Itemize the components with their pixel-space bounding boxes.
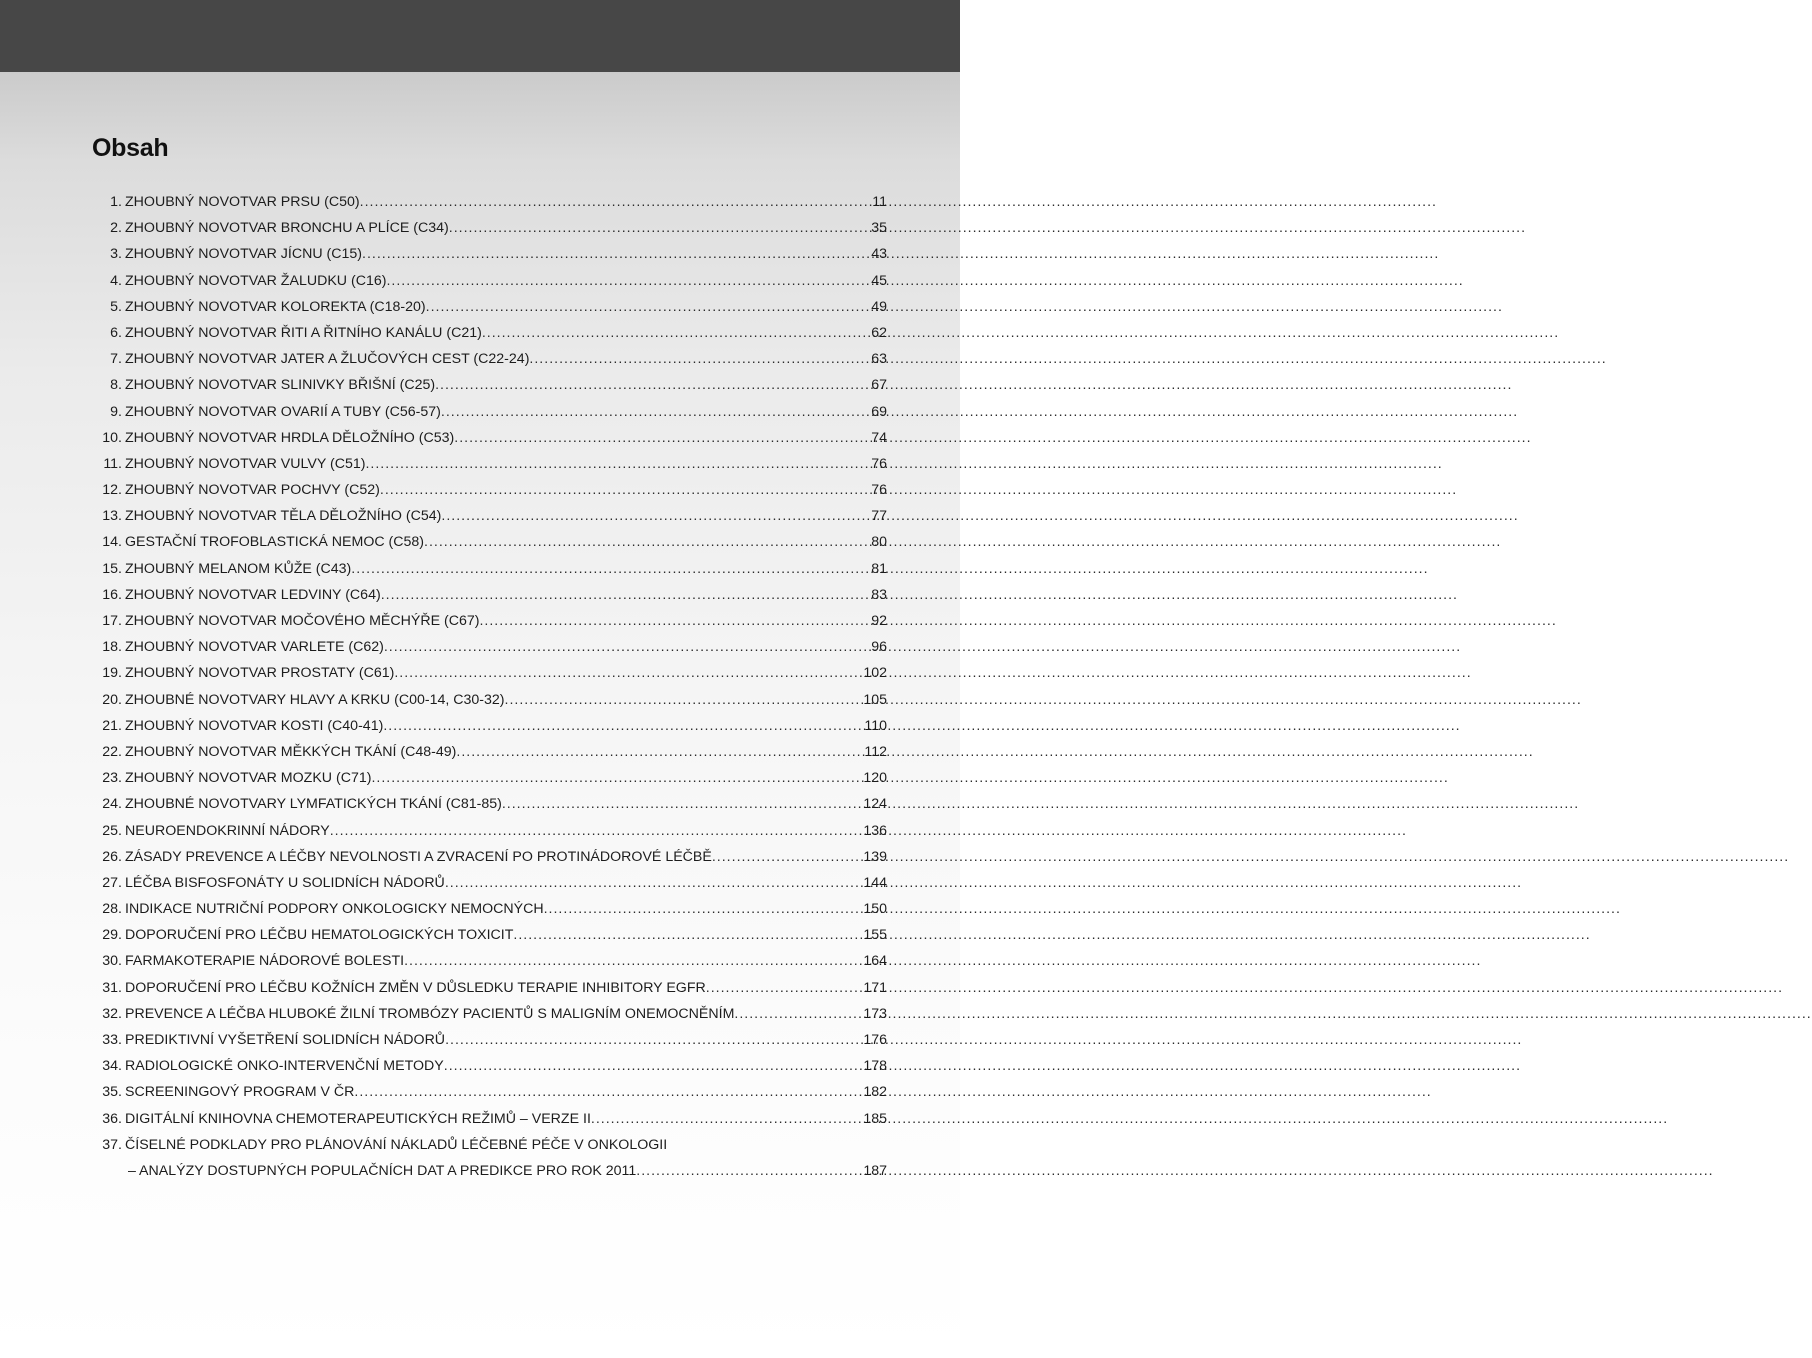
- toc-entry-page: 102: [863, 665, 887, 682]
- toc-leader-dots: [384, 634, 868, 660]
- toc-entry-page: 43: [871, 246, 887, 263]
- toc-entry-number: 31.: [102, 979, 122, 996]
- toc-entry-page: 76: [871, 455, 887, 472]
- toc-entry-page: 178: [863, 1058, 887, 1075]
- toc-leader-dots: [591, 1106, 860, 1132]
- toc-entry-title: ZHOUBNÉ NOVOTVARY HLAVY A KRKU (C00-14, C30-32): [125, 691, 505, 708]
- toc-entry-title: ZHOUBNÝ NOVOTVAR ŽALUDKU (C16): [125, 272, 387, 289]
- toc-entry-page: 171: [863, 979, 887, 996]
- toc-entry-title: ZHOUBNÝ NOVOTVAR HRDLA DĚLOŽNÍHO (C53): [125, 429, 455, 446]
- toc-entry[interactable]: [92, 1106, 887, 1132]
- toc-entry[interactable]: [92, 608, 887, 634]
- toc-entry-page: 76: [871, 482, 887, 499]
- toc-entry-number: 7.: [110, 351, 122, 368]
- toc-entry-page: 139: [863, 848, 887, 865]
- toc-entry[interactable]: [92, 1053, 887, 1079]
- toc-entry-number: 12.: [102, 482, 122, 499]
- toc-leader-dots: [445, 1027, 860, 1053]
- toc-entry-number: 4.: [110, 272, 122, 289]
- toc-entry-page: 173: [863, 1005, 887, 1022]
- toc-entry-number: 10.: [102, 429, 122, 446]
- toc-entry-page: 110: [864, 717, 887, 734]
- toc-leader-dots: [479, 608, 868, 634]
- toc-entry-number: 3.: [110, 246, 122, 263]
- toc-leader-dots: [734, 1001, 860, 1027]
- toc-entry-title: GESTAČNÍ TROFOBLASTICKÁ NEMOC (C58): [125, 534, 425, 551]
- table-of-contents: [92, 189, 887, 1184]
- toc-entry-page: 155: [863, 927, 887, 944]
- toc-entry-number: 35.: [102, 1084, 122, 1101]
- toc-leader-dots: [454, 425, 868, 451]
- toc-entry-title: PREVENCE A LÉČBA HLUBOKÉ ŽILNÍ TROMBÓZY PACIENTŮ S MALIGNÍM ONEMOCNĚNÍM: [125, 1005, 735, 1022]
- toc-entry-title: ZHOUBNÝ NOVOTVAR OVARIÍ A TUBY (C56-57): [125, 403, 441, 420]
- toc-leader-dots: [444, 1053, 861, 1079]
- toc-entry-title: ZHOUBNÉ NOVOTVARY LYMFATICKÝCH TKÁNÍ (C81-85): [125, 796, 502, 813]
- toc-entry-title: ZHOUBNÝ NOVOTVAR MOČOVÉHO MĚCHÝŘE (C67): [125, 613, 480, 629]
- toc-entry-title: PREDIKTIVNÍ VYŠETŘENÍ SOLIDNÍCH NÁDORŮ: [125, 1032, 446, 1048]
- toc-entry[interactable]: [92, 294, 887, 320]
- toc-leader-dots: [513, 922, 860, 948]
- toc-entry-number: 26.: [102, 848, 122, 865]
- toc-entry-page: 120: [863, 770, 887, 787]
- toc-entry[interactable]: [92, 1001, 887, 1027]
- toc-entry[interactable]: [92, 503, 887, 529]
- toc-entry-title: DOPORUČENÍ PRO LÉČBU HEMATOLOGICKÝCH TOXICIT: [125, 927, 514, 944]
- toc-entry[interactable]: [92, 713, 887, 739]
- toc-entry[interactable]: [92, 425, 887, 451]
- toc-leader-dots: [330, 818, 861, 844]
- toc-entry[interactable]: [92, 1079, 887, 1105]
- toc-entry-title: NEUROENDOKRINNÍ NÁDORY: [125, 822, 330, 839]
- toc-leader-dots: [449, 215, 868, 241]
- toc-entry-title: ZHOUBNÝ NOVOTVAR BRONCHU A PLÍCE (C34): [125, 220, 449, 237]
- toc-entry[interactable]: [92, 634, 887, 660]
- toc-leader-dots: [456, 739, 861, 765]
- toc-entry-number: 11.: [103, 455, 122, 472]
- toc-entry-page: 187: [863, 1162, 887, 1179]
- toc-entry[interactable]: [92, 687, 887, 713]
- toc-entry-number: 29.: [102, 927, 122, 944]
- toc-entry[interactable]: [92, 529, 887, 555]
- toc-leader-dots: [380, 477, 868, 503]
- toc-entry-number: 33.: [102, 1032, 122, 1048]
- toc-entry-number: 18.: [102, 639, 122, 656]
- toc-entry-title: ZHOUBNÝ NOVOTVAR MĚKKÝCH TKÁNÍ (C48-49): [125, 743, 457, 760]
- toc-entry-title: INDIKACE NUTRIČNÍ PODPORY ONKOLOGICKY NEMOCNÝCH: [125, 901, 544, 918]
- toc-entry-title: SCREENINGOVÝ PROGRAM V ČR: [125, 1084, 355, 1101]
- header-band: [0, 0, 960, 72]
- toc-entry-number: 20.: [102, 691, 122, 708]
- toc-entry[interactable]: [92, 241, 887, 267]
- toc-entry[interactable]: [92, 922, 887, 948]
- toc-entry-page: 164: [863, 953, 887, 970]
- toc-entry-number: 1.: [110, 194, 122, 210]
- toc-entry-number: 2.: [110, 220, 122, 237]
- toc-entry-page: 67: [871, 377, 887, 394]
- toc-leader-dots: [394, 660, 860, 686]
- toc-leader-dots: [386, 268, 868, 294]
- page-title: Obsah: [92, 134, 169, 162]
- toc-entry[interactable]: [92, 1027, 887, 1053]
- toc-entry-title: ZHOUBNÝ NOVOTVAR JÍCNU (C15): [125, 246, 363, 263]
- toc-entry-title: ZHOUBNÝ NOVOTVAR PROSTATY (C61): [125, 665, 395, 682]
- toc-entry-page: 96: [871, 639, 887, 656]
- toc-entry-37[interactable]: [92, 1132, 887, 1184]
- toc-leader-dots: [381, 582, 869, 608]
- toc-entry[interactable]: [92, 556, 887, 582]
- toc-entry-number: 13.: [102, 508, 122, 525]
- toc-leader-dots: [482, 320, 868, 346]
- toc-entry[interactable]: [92, 739, 887, 765]
- toc-leader-dots: [712, 844, 860, 870]
- toc-entry-page: 80: [871, 534, 887, 551]
- toc-entry[interactable]: [92, 660, 887, 686]
- toc-entry-title: DIGITÁLNÍ KNIHOVNA CHEMOTERAPEUTICKÝCH REŽIMŮ – VERZE II: [125, 1110, 591, 1127]
- toc-entry-page: 62: [871, 324, 887, 341]
- toc-entry-number: 19.: [102, 665, 122, 682]
- toc-leader-dots: [371, 765, 860, 791]
- toc-entry-number: 17.: [102, 613, 122, 629]
- toc-entry-page: 63: [871, 351, 887, 368]
- toc-entry-number: 22.: [102, 743, 122, 760]
- toc-entry-number: 14.: [102, 534, 122, 551]
- toc-leader-dots: [351, 556, 868, 582]
- toc-entry-number: 32.: [102, 1005, 122, 1022]
- toc-entry-page: 144: [863, 874, 887, 891]
- toc-entry-page: 176: [863, 1032, 887, 1048]
- toc-entry[interactable]: [92, 451, 887, 477]
- toc-entry-title: ZHOUBNÝ MELANOM KŮŽE (C43): [125, 560, 352, 577]
- toc-entry-page: 49: [871, 298, 887, 315]
- toc-leader-dots: [362, 241, 868, 267]
- toc-leader-dots: [502, 791, 860, 817]
- toc-entry-page: 69: [871, 403, 887, 420]
- toc-entry[interactable]: [92, 320, 887, 346]
- toc-entry[interactable]: [92, 948, 887, 974]
- toc-entry-page: 45: [871, 272, 887, 289]
- toc-entry-title: ZÁSADY PREVENCE A LÉČBY NEVOLNOSTI A ZVRACENÍ PO PROTINÁDOROVÉ LÉČBĚ: [125, 848, 712, 865]
- toc-leader-dots: [365, 451, 868, 477]
- toc-entry-title: ZHOUBNÝ NOVOTVAR KOLOREKTA (C18-20): [125, 298, 426, 315]
- toc-entry-title: ZHOUBNÝ NOVOTVAR TĚLA DĚLOŽNÍHO (C54): [125, 508, 442, 525]
- toc-leader-dots: [441, 503, 868, 529]
- toc-entry[interactable]: [92, 896, 887, 922]
- toc-leader-dots: [636, 1158, 860, 1184]
- toc-entry[interactable]: [92, 399, 887, 425]
- toc-entry-number: 15.: [102, 560, 122, 577]
- toc-entry[interactable]: [92, 372, 887, 398]
- toc-entry-number: 16.: [102, 586, 122, 603]
- toc-entry[interactable]: [92, 215, 887, 241]
- toc-leader-dots: [441, 399, 868, 425]
- toc-entry-number: 36.: [102, 1110, 122, 1127]
- toc-leader-dots: [424, 529, 868, 555]
- toc-entry[interactable]: [92, 477, 887, 503]
- toc-entry-number: 25.: [102, 822, 122, 839]
- toc-entry-page: 81: [871, 560, 887, 577]
- toc-entry-title-continued: – ANALÝZY DOSTUPNÝCH POPULAČNÍCH DAT A PREDIKCE PRO ROK 2011: [128, 1162, 637, 1179]
- toc-entry-number: 23.: [102, 770, 122, 787]
- toc-entry[interactable]: [92, 844, 887, 870]
- toc-leader-dots: [404, 948, 860, 974]
- toc-leader-dots: [544, 896, 861, 922]
- toc-entry-page: 112: [864, 743, 887, 760]
- toc-leader-dots: [529, 346, 868, 372]
- toc-leader-dots: [383, 713, 861, 739]
- toc-entry-page: 136: [863, 822, 887, 839]
- toc-entry-number: 8.: [110, 377, 122, 394]
- toc-entry-page: 185: [863, 1110, 887, 1127]
- toc-entry[interactable]: [92, 975, 887, 1001]
- toc-entry[interactable]: [92, 870, 887, 896]
- toc-leader-dots: [505, 687, 861, 713]
- toc-entry-number: 30.: [102, 953, 122, 970]
- toc-entry-title: ZHOUBNÝ NOVOTVAR PRSU (C50): [125, 194, 360, 210]
- toc-entry[interactable]: [92, 791, 887, 817]
- toc-entry-title: ZHOUBNÝ NOVOTVAR LEDVINY (C64): [125, 586, 381, 603]
- toc-entry-title: ZHOUBNÝ NOVOTVAR JATER A ŽLUČOVÝCH CEST (C22-24): [125, 351, 530, 368]
- toc-entry-title: RADIOLOGICKÉ ONKO-INTERVENČNÍ METODY: [125, 1058, 444, 1075]
- toc-entry-title: ZHOUBNÝ NOVOTVAR SLINIVKY BŘIŠNÍ (C25): [125, 377, 436, 394]
- toc-entry[interactable]: [92, 818, 887, 844]
- toc-entry-number: 24.: [102, 796, 122, 813]
- toc-entry-title: LÉČBA BISFOSFONÁTY U SOLIDNÍCH NÁDORŮ: [125, 874, 445, 891]
- toc-entry[interactable]: [92, 346, 887, 372]
- toc-entry-title: ZHOUBNÝ NOVOTVAR VARLETE (C62): [125, 639, 384, 656]
- toc-entry-page: 182: [863, 1084, 887, 1101]
- toc-entry-title: ZHOUBNÝ NOVOTVAR POCHVY (C52): [125, 482, 380, 499]
- toc-entry[interactable]: [92, 268, 887, 294]
- toc-entry-number: 34.: [102, 1058, 122, 1075]
- toc-entry[interactable]: [92, 189, 887, 215]
- toc-leader-dots: [426, 294, 869, 320]
- toc-entry-page: 105: [863, 691, 887, 708]
- toc-entry-number: 9.: [110, 403, 122, 420]
- toc-entry-page: 77: [871, 508, 887, 525]
- toc-entry-number: 6.: [110, 324, 122, 341]
- toc-entry-number: 21.: [102, 717, 122, 734]
- toc-entry-number: 27.: [102, 874, 122, 891]
- toc-entry-page: 11: [872, 194, 887, 210]
- toc-entry-title: ZHOUBNÝ NOVOTVAR MOZKU (C71): [125, 770, 372, 787]
- toc-entry-page: 83: [871, 586, 887, 603]
- toc-entry-title: ZHOUBNÝ NOVOTVAR VULVY (C51): [125, 455, 366, 472]
- toc-entry-page: 150: [863, 901, 887, 918]
- toc-entry-number: 5.: [110, 298, 122, 315]
- toc-entry-page: 124: [863, 796, 887, 813]
- toc-entry-number: 28.: [102, 901, 122, 918]
- toc-entry[interactable]: [92, 765, 887, 791]
- toc-entry-page: 74: [871, 429, 887, 446]
- toc-leader-dots: [360, 189, 870, 215]
- toc-entry-page: 35: [871, 220, 887, 237]
- toc-entry-title: FARMAKOTERAPIE NÁDOROVÉ BOLESTI: [125, 953, 405, 970]
- toc-entry-page: 92: [871, 613, 887, 629]
- toc-leader-dots: [445, 870, 861, 896]
- toc-entry[interactable]: [92, 582, 887, 608]
- toc-entry-title: ZHOUBNÝ NOVOTVAR ŘITI A ŘITNÍHO KANÁLU (C21): [125, 324, 482, 341]
- toc-entry-number: 37.: [102, 1136, 122, 1153]
- toc-leader-dots: [354, 1079, 860, 1105]
- toc-leader-dots: [706, 975, 861, 1001]
- toc-entry-title: ČÍSELNÉ PODKLADY PRO PLÁNOVÁNÍ NÁKLADŮ LÉČEBNÉ PÉČE V ONKOLOGII: [125, 1136, 668, 1153]
- toc-leader-dots: [435, 372, 868, 398]
- toc-entry-title: ZHOUBNÝ NOVOTVAR KOSTI (C40-41): [125, 717, 384, 734]
- toc-entry-title: DOPORUČENÍ PRO LÉČBU KOŽNÍCH ZMĚN V DŮSLEDKU TERAPIE INHIBITORY EGFR: [125, 979, 706, 996]
